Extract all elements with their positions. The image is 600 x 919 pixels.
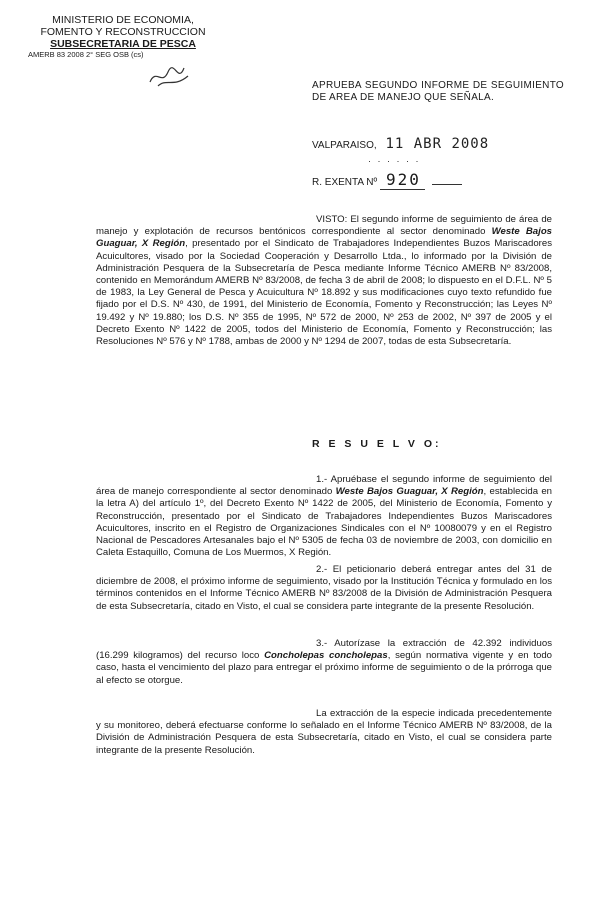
exenta-label: R. EXENTA Nº (312, 177, 378, 188)
item-1-paragraph (96, 474, 552, 559)
item-3b-paragraph (96, 708, 552, 757)
item-1-text-1: 1.- Apruébase el segundo informe de seguimiento del área de manejo correspondiente al sector denominado (96, 474, 552, 498)
resolution-number-stamp: 920 (380, 170, 425, 190)
item-3-species: Concholepas concholepas (264, 650, 388, 662)
visto-text-2: , presentado por el Sindicato de Trabajadores Independientes Buzos Mariscadores Acuicultores, visado por la Sociedad Cooperación y Desarrollo Ltda., lo informado por la División de Administración Pesquera de la Subsecretaría de Pesca mediante Informe Técnico AMERB Nº 83/2008, contenido en Memorándum AMERB Nº 83/2008, de fecha 3 de abril de 2008; lo dispuesto en el D.F.L. Nº 5 de 1983, la Ley General de Pesca y Acuicultura Nº 18.892 y sus modificaciones cuyo texto refundido fue fijado por el D.S. Nº 430, de 1991, del Ministerio de Economía, Fomento y Reconstrucción; las Leyes Nº 19.492 y Nº 19.880; los D.S. Nº 355 de 1995, Nº 572 de 2000, Nº 253 de 2002, Nº 397 de 2005 y el Decreto Exento Nº 1422 de 2005, todos del Ministerio de Economía, Fomento y Reconstrucción; las Resoluciones Nº 576 y Nº 1788, ambas de 2000 y Nº 1294 de 2007, todas de esta Subsecretaría. (96, 238, 552, 348)
dotted-separator: · · · · · · (368, 156, 421, 166)
place-label: VALPARAISO, (312, 140, 377, 151)
date-stamp: 11 ABR 2008 (385, 136, 490, 152)
visto-sector: Weste Bajos Guaguar, X Región (96, 226, 553, 250)
signature-scribble (148, 62, 192, 90)
item-1-text-2: , establecida en la letra A) del artículo 1º, del Decreto Exento Nº 1422 de 2005, del Ministerio de Economía, Fomento y Reconstrucción, presentado por el Sindicato de Trabajadores Independientes Buzos Mariscadores Acuicultores, inscrito en el Registro de Organizaciones Sindicales con el Nº 10080079 y en el Registro Nacional de Pescadores Artesanales bajo el Nº 5305 de fecha 03 de noviembre de 2003, con domicilio en Caleta Estaquillo, Comuna de Los Muermos, X Región. (96, 486, 552, 559)
place-date (312, 136, 489, 152)
visto-paragraph (96, 214, 552, 348)
visto-text-1: VISTO: El segundo informe de seguimiento de área de manejo y explotación de recursos bentónicos correspondiente al sector denominado (96, 214, 552, 238)
resuelvo-heading: R E S U E L V O: (312, 438, 442, 450)
ministry-line-2: FOMENTO Y RECONSTRUCCION (40, 26, 206, 38)
item-2-paragraph (96, 564, 552, 613)
item-3-paragraph (96, 638, 552, 687)
ministry-line-1: MINISTERIO DE ECONOMIA, (52, 14, 194, 26)
blank-line (432, 184, 462, 185)
reference-code: AMERB 83 2008 2° SEG OSB (cs) (28, 50, 144, 59)
item-2-text: 2.- El peticionario deberá entregar antes del 31 de diciembre de 2008, el próximo informe de seguimiento, visado por la Institución Técnica y formulado en los términos contenidos en el Informe Técnico AMERB Nº 83/2008 de la División de Administración Pesquera de esta Subsecretaría, citado en Visto, el cual se considera parte integrante de la presente Resolución. (96, 564, 552, 612)
subsecretaria-line: SUBSECRETARIA DE PESCA (50, 38, 196, 50)
item-3-text-2: , según normativa vigente y en todo caso, hasta el vencimiento del plazo para entregar el próximo informe de seguimiento o de la prórroga que al efecto se otorgue. (96, 650, 552, 686)
exenta-line (312, 170, 462, 190)
ministry-header (28, 14, 218, 60)
item-1-sector: Weste Bajos Guaguar, X Región (335, 486, 484, 498)
item-3b-text: La extracción de la especie indicada precedentemente y su monitoreo, deberá efectuarse conforme lo señalado en el Informe Técnico AMERB Nº 83/2008, de la División de Administración Pesquera de esta Subsecretaría, citado en Visto, el cual se considera parte integrante de la presente Resolución. (96, 708, 552, 756)
item-3-text-1: 3.- Autorízase la extracción de 42.392 individuos (16.299 kilogramos) del recurso loco (96, 638, 552, 662)
document-subject: APRUEBA SEGUNDO INFORME DE SEGUIMIENTO DE AREA DE MANEJO QUE SEÑALA. (312, 80, 564, 103)
